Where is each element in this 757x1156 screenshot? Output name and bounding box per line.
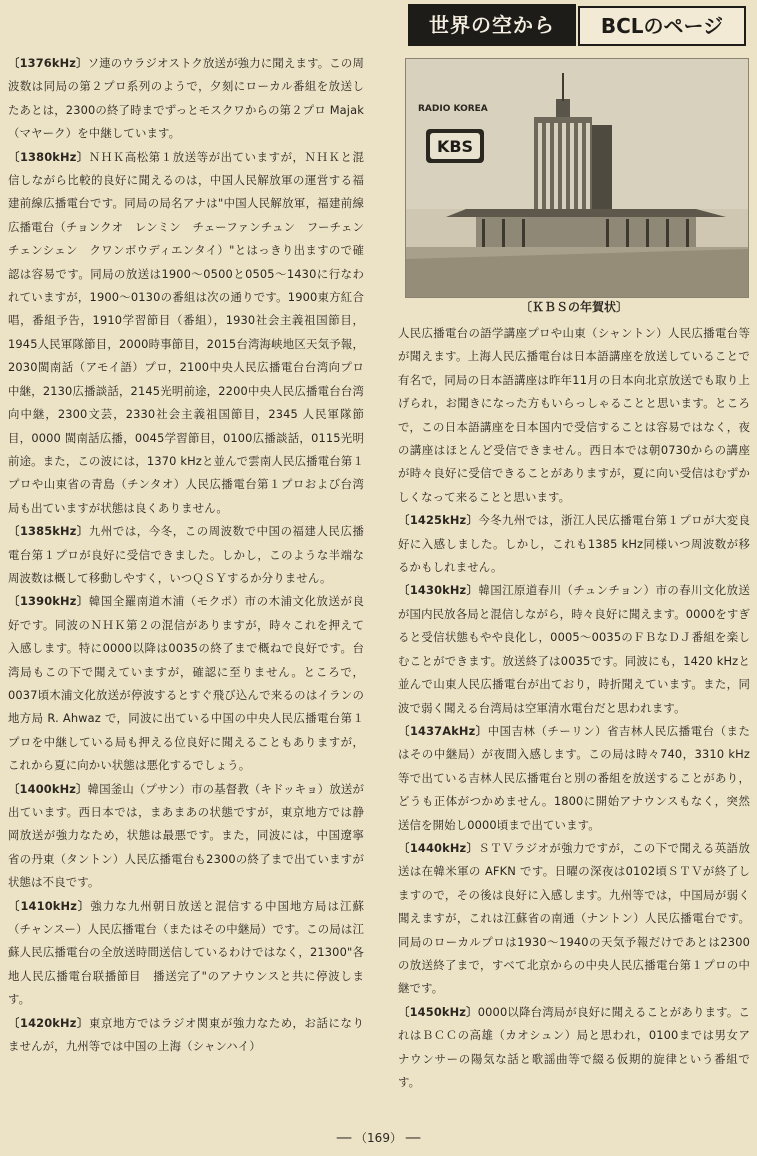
- kbs-logo-text: KBS: [436, 137, 474, 156]
- entry-1440: 〔1440kHz〕ＳＴＶラジオが強力ですが，この下で聞える英語放送は在韓米軍の AFKN です。日曜の深夜は0102頃ＳＴＶが終了しますので，その後は良好に入感します。九州等では，中国局が弱く聞えますが，これは江蘇省の南通（ナントン）人民広播電台です。同局のローカルプロは1930～1940の天気予報だけであとは2300の放送終了まで，すべて北京からの中央人民広播電台第１プロの中継です。: [398, 840, 751, 996]
- entry-1400: 〔1400kHz〕韓国釜山（プサン）市の基督教（キドッキョ）放送が出ています。西日本では，まあまあの状態ですが，東京地方では静岡放送が強力なため，状態は最悪です。また，同波には，中国遼寧省の丹東（タントン）人民広播電台も2300の終了まで出ていますが状態は不良です。: [8, 781, 365, 890]
- entry-1410: 〔1410kHz〕強力な九州朝日放送と混信する中国地方局は江蘇（チャンスー）人民広播電台（またはその中継局）です。この局は江蘇人民広播電台の全放送時間送信しているわけではなく，21300"各地人民広播電台联播節目 播送完了"のアナウンスと共に停波します。: [8, 898, 364, 1007]
- kbs-building-photo: [405, 58, 749, 298]
- radio-korea-text: RADIO KOREA: [418, 104, 488, 114]
- photo-caption: 〔ＫＢＳの年賀状〕: [519, 300, 628, 314]
- entry-1390: 〔1390kHz〕韓国全羅南道木浦（モクポ）市の木浦文化放送が良好です。同波のＮＨＫ第２の混信がありますが，時々これを押えて入感します。特に0000以降は0035の終了まで概ねで良好です。台湾局もこの下で聞えていますが，確認に至りません。ところで，0037頃木浦文化放送が停波するとすぐ飛び込んで来るのはイランの地方局 R. Ahwaz で，同波に出ている中国の中央人民広播電台第１プロを中継している局も押える位良好に聞えることもありますが，これから夏に向かい状態は悪化するでしょう。: [8, 594, 364, 773]
- header-world-sky: 世界の空から: [408, 4, 576, 46]
- entry-1380: 〔1380kHz〕ＮＨＫ高松第１放送等が出ていますが，ＮＨＫと混信しながら比較的良好に聞えるのは，中国人民解放軍の運営する福建前線広播電台です。同局の局名アナは"中国人民解放軍，福建前線広播電台（チョンクオ レンミン チェーファンチュン フーチェン チェンシェン クワンボウディエンタイ）"とはっきり出ますので確認は容易です。同局の放送は1900～0500と0505～1430に行なわれていますが，1900～0130の番組は次の通りです。1900東方紅合唱，番組予告，1910学習節目（番組），1930社会主義祖国節目，1945人民軍隊節目，2000時事節目，2015台湾海峡地区天気予報，2030閩南話（アモイ語）プロ，2100中央人民広播電台台湾向プロ中継，2130広播談話，2145光明前途，2200中央人民広播電台台湾向中継，2300文芸，2330社会主義祖国節目，2345 人民軍隊節目，0000 閩南話広播，0045学習節目，0100広播談話，0115光明前途。また，この波には，1370 kHzと並んで雲南人民広播電台第１プロや山東省の青島（チンタオ）人民広播電台第１プロおよび台湾局も出ていますが状態は良くありません。: [8, 149, 376, 515]
- section-header: [408, 4, 748, 46]
- entry-1450: 〔1450kHz〕0000以降台湾局が良好に聞えることがあります。これはＢＣＣの高雄（カオシュン）局と思われ，0100までは男女アナウンサーの陽気な話と歌謡曲等で綴る仮期的旋律という番組です。: [398, 1004, 750, 1089]
- entry-1430: 〔1430kHz〕韓国江原道春川（チュンチョン）市の春川文化放送が国内民放各局と混信しながら，時々良好に聞えます。0000をすぎると受信状態もやや良化し，0005～0035のＦＢなＤＪ番組を楽しむことができます。放送終了は0035です。同波にも，1420 kHzと並んで山東人民広播電台が出ており，時折聞えています。また，同波で弱く聞える台湾局は空軍清水電台だと思われます。: [398, 583, 750, 715]
- right-column: [398, 322, 750, 1094]
- header-bcl-page: BCLのページ: [578, 6, 746, 46]
- entry-1420-cont: 人民広播電台の語学講座プロや山東（シャントン）人民広播電台等が聞えます。上海人民広播電台は日本語講座を放送していることで有名で，同局の日本語講座は昨年11月の日本向北京放送でも取り上げられ，お聞きになった方もいらっしゃることと思います。ところで，この日本語講座を日本国内で受信することは容易ではなく，夜の講座はほとんど受信できません。西日本では朝0730からの講座が時々良好に受信できることがありますが，夏に向い受信はむずかしくなって来ることと思います。: [398, 326, 750, 504]
- entry-1437a: 〔1437AkHz〕中国吉林（チーリン）省吉林人民広播電台（またはその中継局）が夜間入感します。この局は時々740，3310 kHz 等で出ている吉林人民広播電台と別の番組を放送することがあり，どうも正体がつかめません。1800に開始アナウンスもなく，突然送信を開始し0000頃まで出ています。: [398, 723, 750, 832]
- page-number: ── （169） ──: [336, 1131, 421, 1145]
- left-column: [8, 52, 376, 1058]
- kbs-building-illustration: [406, 59, 748, 297]
- entry-1385: 〔1385kHz〕九州では，今冬，この周波数で中国の福建人民広播電台第１プロが良好に受信できました。しかし，このような半端な周波数は概して移動しやすく，いつＱＳＹするか分りません。: [8, 524, 364, 585]
- entry-1376: 〔1376kHz〕ソ連のウラジオストク放送が強力に聞えます。この周波数は同局の第２プロ系列のようで，夕刻にローカル番組を放送したあとは，2300の終了時までずっとモスクワからの第２プロ Majak（マヤーク）を中継しています。: [8, 56, 364, 141]
- entry-1425: 〔1425kHz〕今冬九州では，浙江人民広播電台第１プロが大変良好に入感しました。しかし，これも1385 kHz同様いつ周波数が移るかもしれません。: [398, 513, 751, 575]
- entry-1420: 〔1420kHz〕東京地方ではラジオ関東が強力なため，お話になりませんが，九州等では中国の上海（シャンハイ）: [8, 1015, 364, 1054]
